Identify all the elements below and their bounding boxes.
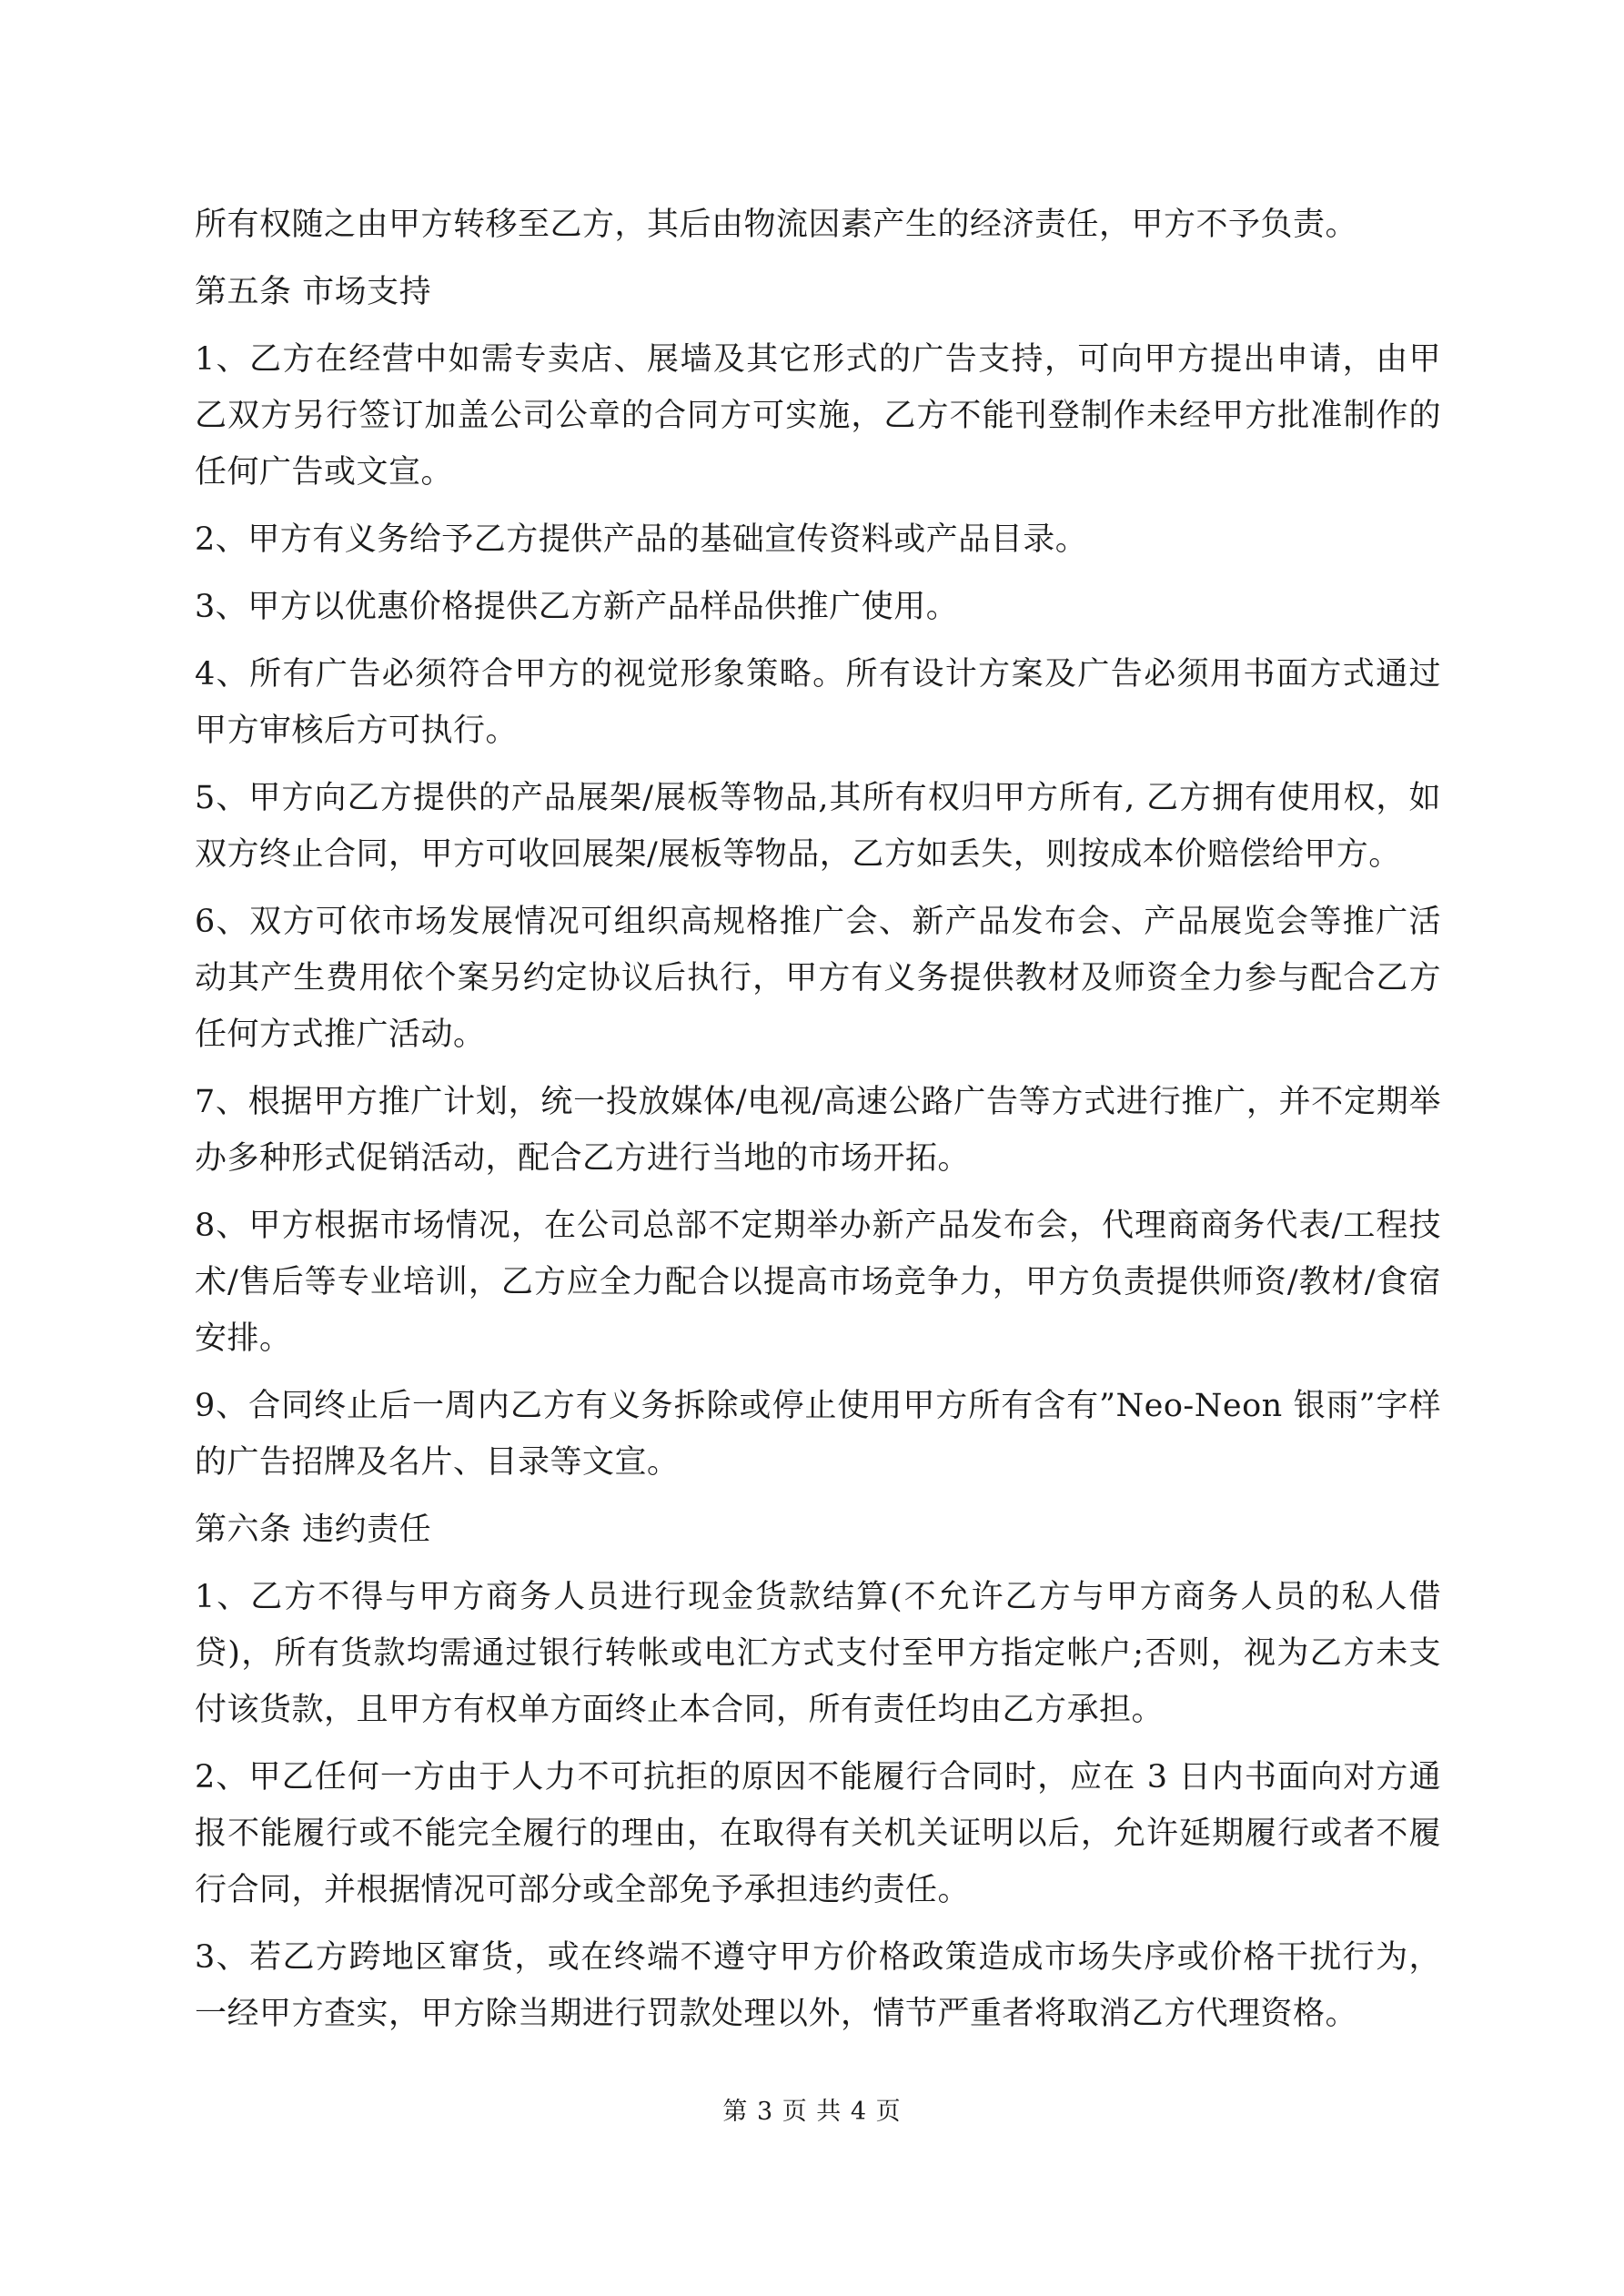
paragraph: 所有权随之由甲方转移至乙方，其后由物流因素产生的经济责任，甲方不予负责。 xyxy=(195,207,1358,243)
paragraph: 5、甲方向乙方提供的产品展架/展板等物品,其所有权归甲方所有, 乙方拥有使用权，如双方终止合同，甲方可收回展架/展板等物品，乙方如丢失，则按成本价赔偿给甲方。 xyxy=(195,780,1441,873)
paragraph: 3、甲方以优惠价格提供乙方新产品样品供推广使用。 xyxy=(195,589,959,625)
section-heading-article-5: 第五条 市场支持 xyxy=(195,274,432,310)
section-heading-article-6: 第六条 违约责任 xyxy=(195,1512,432,1548)
page-number-footer: 第 3 页 共 4 页 xyxy=(722,2098,902,2126)
paragraph: 2、甲方有义务给予乙方提供产品的基础宣传资料或产品目录。 xyxy=(195,521,1088,558)
paragraph: 7、根据甲方推广计划，统一投放媒体/电视/高速公路广告等方式进行推广，并不定期举办多种形式促销活动，配合乙方进行当地的市场开拓。 xyxy=(195,1084,1441,1177)
paragraph: 1、乙方不得与甲方商务人员进行现金货款结算(不允许乙方与甲方商务人员的私人借贷)，所有货款均需通过银行转帐或电汇方式支付至甲方指定帐户;否则，视为乙方未支付该货款，且甲方有权单方面终止本合同，所有责任均由乙方承担。 xyxy=(195,1579,1441,1728)
paragraph: 1、乙方在经营中如需专卖店、展墙及其它形式的广告支持，可向甲方提出申请，由甲乙双方另行签订加盖公司公章的合同方可实施，乙方不能刊登制作未经甲方批准制作的任何广告或文宣。 xyxy=(195,341,1441,491)
paragraph: 8、甲方根据市场情况，在公司总部不定期举办新产品发布会，代理商商务代表/工程技术/售后等专业培训，乙方应全力配合以提高市场竞争力，甲方负责提供师资/教材/食宿安排。 xyxy=(195,1208,1441,1357)
paragraph: 2、甲乙任何一方由于人力不可抗拒的原因不能履行合同时，应在 3 日内书面向对方通报不能履行或不能完全履行的理由，在取得有关机关证明以后，允许延期履行或者不履行合同，并根据情况可部分或全部免予承担违约责任。 xyxy=(195,1759,1441,1908)
paragraph: 9、合同终止后一周内乙方有义务拆除或停止使用甲方所有含有”Neo-Neon 银雨”字样的广告招牌及名片、目录等文宣。 xyxy=(195,1388,1441,1481)
document-body xyxy=(195,197,1441,2053)
paragraph: 6、双方可依市场发展情况可组织高规格推广会、新产品发布会、产品展览会等推广活动其产生费用依个案另约定协议后执行，甲方有义务提供教材及师资全力参与配合乙方任何方式推广活动。 xyxy=(195,904,1441,1053)
paragraph: 4、所有广告必须符合甲方的视觉形象策略。所有设计方案及广告必须用书面方式通过甲方审核后方可执行。 xyxy=(195,656,1441,749)
paragraph: 3、若乙方跨地区窜货，或在终端不遵守甲方价格政策造成市场失序或价格干扰行为，一经甲方查实，甲方除当期进行罚款处理以外，情节严重者将取消乙方代理资格。 xyxy=(195,1939,1441,2032)
